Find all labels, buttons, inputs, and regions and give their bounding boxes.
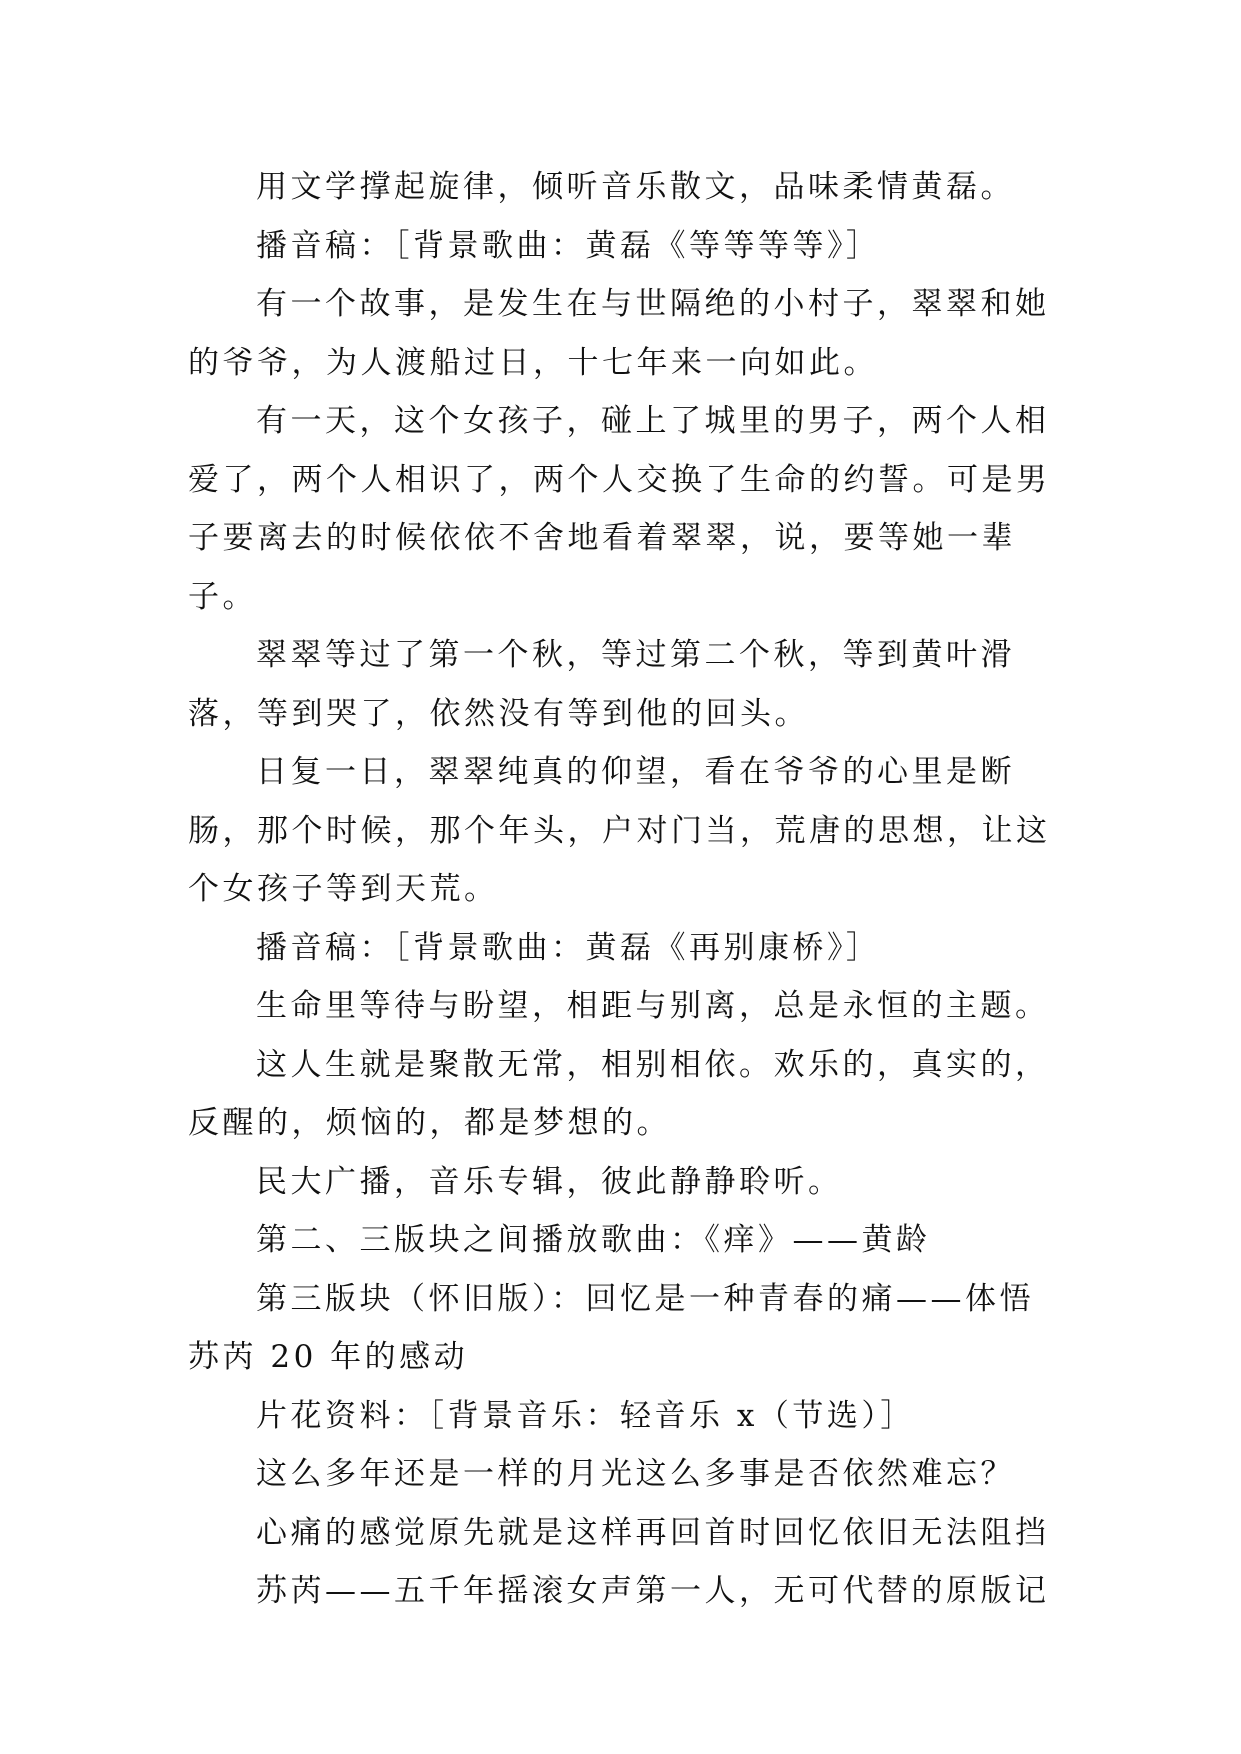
paragraph: 心痛的感觉原先就是这样再回首时回忆依旧无法阻挡: [256, 1514, 1050, 1551]
paragraph: 翠翠等过了第一个秋，等过第二个秋，等到黄叶滑落，等到哭了，依然没有等到他的回头。: [188, 637, 1015, 732]
paragraph: 第二、三版块之间播放歌曲：《痒》——黄龄: [256, 1222, 931, 1258]
paragraph: 生命里等待与盼望，相距与别离，总是永恒的主题。: [256, 988, 1050, 1024]
paragraph: 日复一日，翠翠纯真的仰望，看在爷爷的心里是断肠，那个时候，那个年头，户对门当，荒唐的思想，让这个女孩子等到天荒。: [188, 754, 1051, 907]
paragraph: 播音稿：［背景歌曲：黄磊《等等等等》］: [256, 227, 881, 264]
paragraph: 有一天，这个女孩子，碰上了城里的男子，两个人相爱了，两个人相识了，两个人交换了生命的约誓。可是男子要离去的时候依依不舍地看着翠翠，说，要等她一辈子。: [188, 403, 1051, 615]
paragraph: 这人生就是聚散无常，相别相依。欢乐的，真实的，反醒的，烦恼的，都是梦想的。: [188, 1046, 1050, 1141]
paragraph: 片花资料：［背景音乐：轻音乐 x（节选）］: [256, 1397, 915, 1434]
paragraph: 第三版块（怀旧版）：回忆是一种青春的痛——体悟苏芮 20 年的感动: [188, 1280, 1034, 1375]
paragraph: 这么多年还是一样的月光这么多事是否依然难忘？: [256, 1456, 1015, 1492]
paragraph: 用文学撑起旋律，倾听音乐散文，品味柔情黄磊。: [256, 169, 1015, 205]
document-body: [188, 158, 1068, 1621]
paragraph: 民大广播，音乐专辑，彼此静静聆听。: [256, 1163, 843, 1200]
paragraph: 苏芮——五千年摇滚女声第一人，无可代替的原版记: [256, 1573, 1050, 1609]
paragraph: 有一个故事，是发生在与世隔绝的小村子，翠翠和她的爷爷，为人渡船过日，十七年来一向如此。: [188, 286, 1050, 381]
paragraph: 播音稿：［背景歌曲：黄磊《再别康桥》］: [256, 929, 881, 966]
